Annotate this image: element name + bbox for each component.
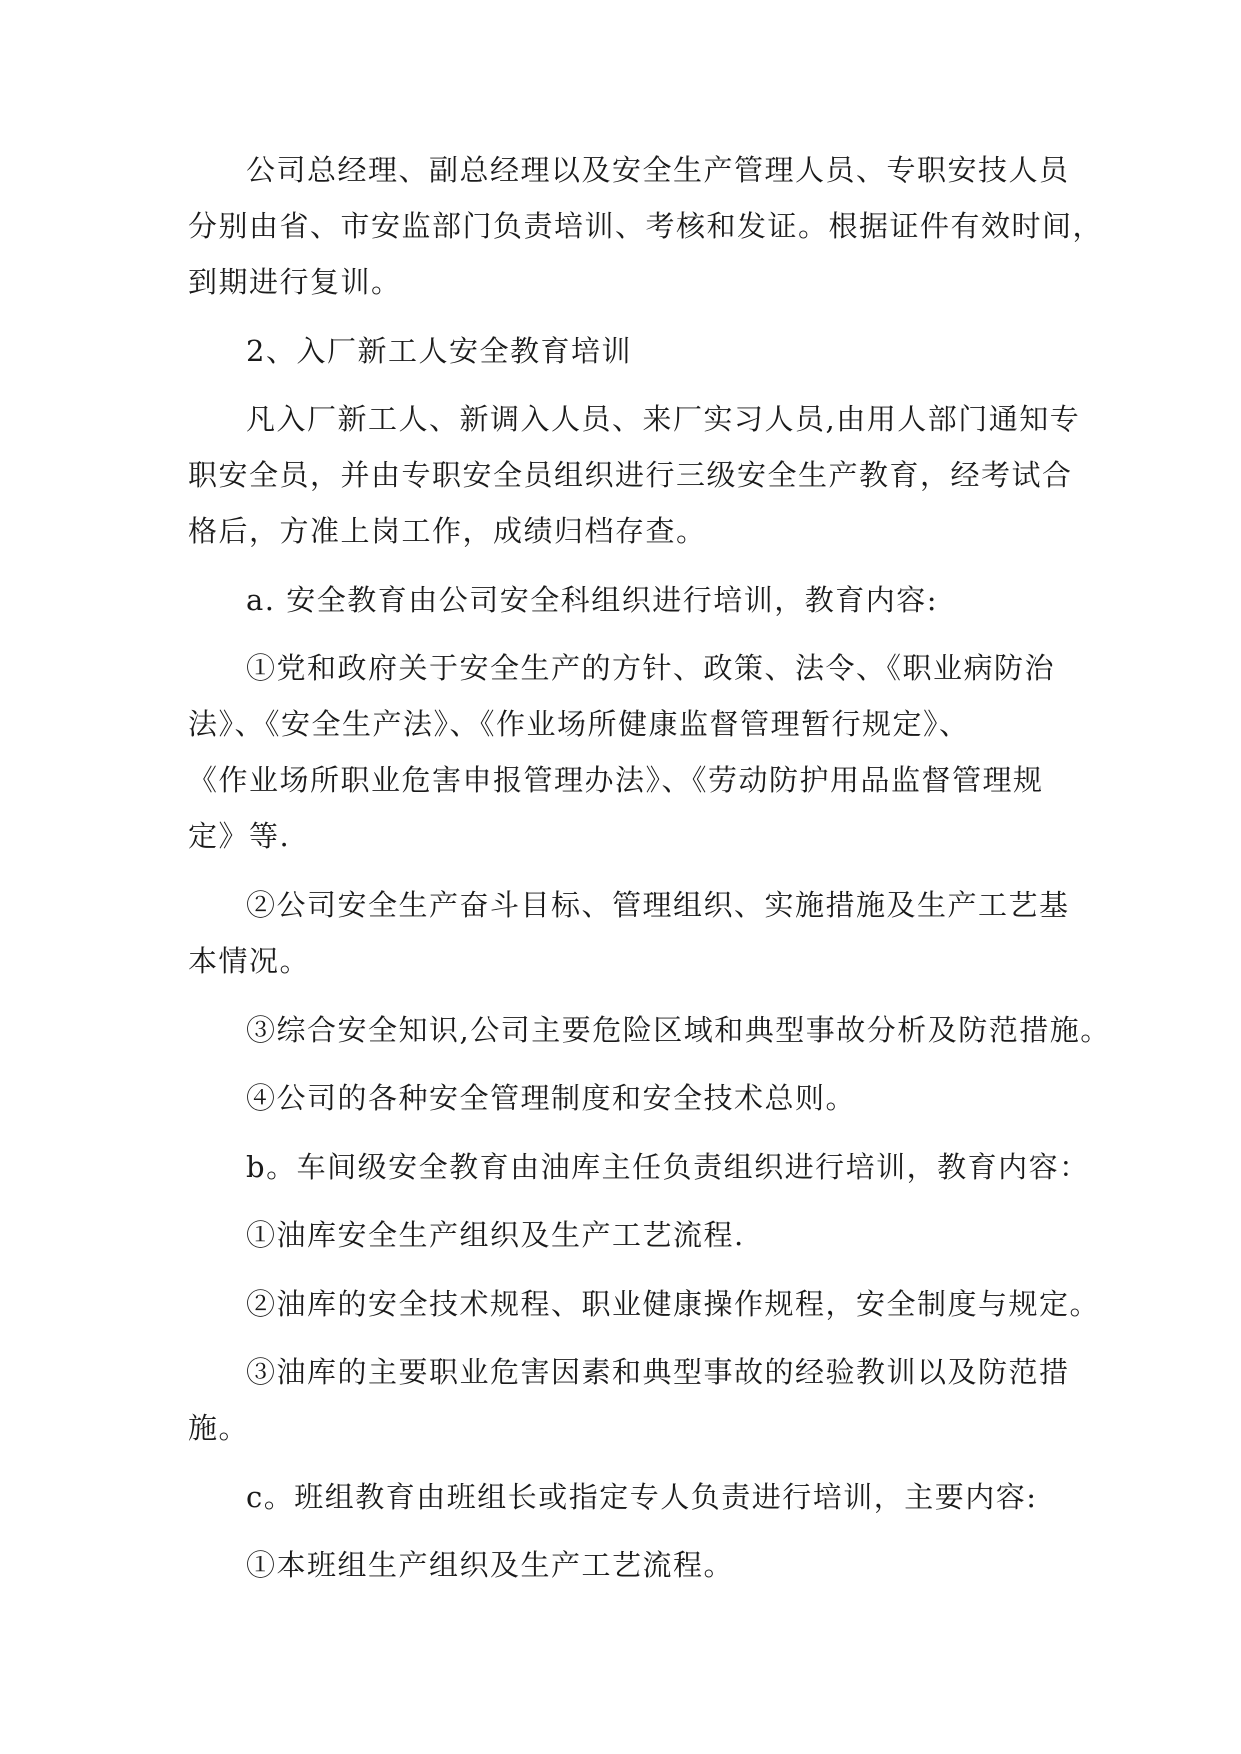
text-line: 施。 [188, 1411, 250, 1445]
text-line: 职安全员，并由专职安全员组织进行三级安全生产教育，经考试合 [188, 458, 1073, 492]
text-line: ④公司的各种安全管理制度和安全技术总则。 [246, 1081, 857, 1115]
text-line: ①本班组生产组织及生产工艺流程。 [246, 1548, 735, 1582]
text-line: a. 安全教育由公司安全科组织进行培训，教育内容: [246, 583, 938, 617]
text-line: 公司总经理、副总经理以及安全生产管理人员、专职安技人员 [246, 153, 1070, 187]
text-line: ②公司安全生产奋斗目标、管理组织、实施措施及生产工艺基 [246, 888, 1070, 922]
text-line: ②油库的安全技术规程、职业健康操作规程，安全制度与规定。 [246, 1287, 1101, 1321]
text-line: b。车间级安全教育由油库主任负责组织进行培训，教育内容： [246, 1150, 1090, 1184]
text-line: ③综合安全知识,公司主要危险区域和典型事故分析及防范措施。 [246, 1013, 1111, 1047]
text-line: 定》等. [188, 819, 291, 853]
text-line: 到期进行复训。 [188, 265, 402, 299]
text-line: 分别由省、市安监部门负责培训、考核和发证。根据证件有效时间， [188, 209, 1104, 243]
text-line: ③油库的主要职业危害因素和典型事故的经验教训以及防范措 [246, 1355, 1070, 1389]
text-line: ①油库安全生产组织及生产工艺流程. [246, 1218, 745, 1252]
text-line: c。班组教育由班组长或指定专人负责进行培训，主要内容: [246, 1480, 1038, 1514]
text-line: 凡入厂新工人、新调入人员、来厂实习人员,由用人部门通知专 [246, 402, 1081, 436]
text-line: 法》、《安全生产法》、《作业场所健康监督管理暂行规定》、 [188, 707, 970, 741]
text-line: ①党和政府关于安全生产的方针、政策、法令、《职业病防治 [246, 651, 1056, 685]
text-line: 格后，方准上岗工作，成绩归档存查。 [188, 514, 707, 548]
text-line: 《作业场所职业危害申报管理办法》、《劳动防护用品监督管理规 [188, 763, 1044, 797]
text-line: 本情况。 [188, 944, 311, 978]
section-heading: 2、入厂新工人安全教育培训 [246, 334, 632, 368]
